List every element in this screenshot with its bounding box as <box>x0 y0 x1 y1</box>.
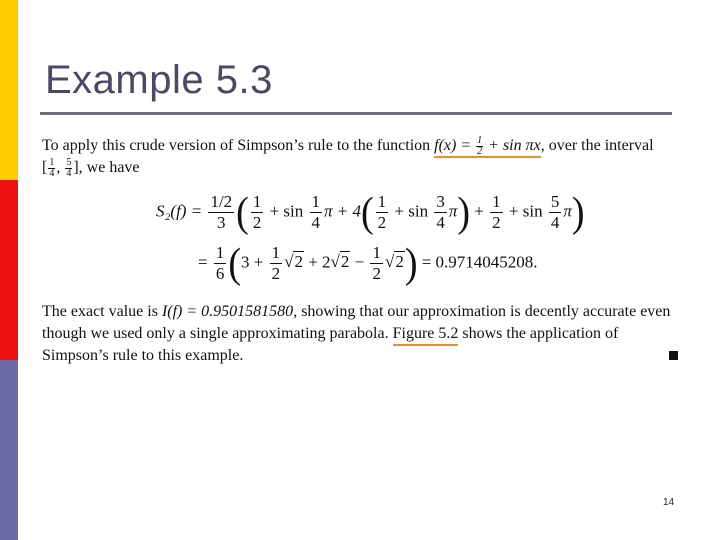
eq1-plus: + <box>470 201 489 221</box>
fraction-denominator: 3 <box>217 213 226 232</box>
fraction-denominator: 2 <box>377 213 387 232</box>
end-of-example-square <box>669 351 678 360</box>
figure-reference-link[interactable]: Figure 5.2 <box>393 325 459 346</box>
fraction-numerator: 1 <box>377 192 387 211</box>
fraction-denominator: 2 <box>271 264 281 283</box>
eq1-open-paren: ( <box>236 189 249 236</box>
fraction-numerator: 1 <box>49 156 55 168</box>
conclusion-text-1: The exact value is <box>42 303 162 320</box>
radicand: 2 <box>395 252 404 272</box>
conclusion-text-3: shows the application of Simpson’s rule to this example. <box>42 325 619 364</box>
eq1-term1-frac <box>251 192 264 233</box>
eq1-term3-arg <box>549 192 562 233</box>
fraction-numerator: 1 <box>372 243 381 262</box>
fraction-numerator: 5 <box>66 156 72 168</box>
fraction-denominator: 4 <box>66 167 72 179</box>
eq1-inner-close-paren: ) <box>457 189 471 236</box>
fraction-numerator: 1 <box>311 192 321 211</box>
interval-start <box>48 158 55 179</box>
conclusion-text-2: , showing that our approximation is decently accurate even though we used only a single approximating parabola. <box>42 303 671 342</box>
fraction-denominator: 2 <box>252 213 262 232</box>
sidebar-segment-purple <box>0 360 18 540</box>
eq1-inner-open-paren: ( <box>361 189 374 236</box>
fraction-denominator: 4 <box>49 167 55 179</box>
eq2-equals: = <box>198 252 212 272</box>
sidebar-segment-yellow <box>0 0 18 180</box>
fraction-denominator: 6 <box>215 264 225 283</box>
eq2-sqrt3: √2 <box>384 252 404 272</box>
fraction-numerator: 1 <box>252 192 262 211</box>
eq1-term3-sin: + sin <box>504 201 547 221</box>
intro-paragraph <box>42 135 682 179</box>
equation-line-2 <box>198 240 538 287</box>
function-definition <box>434 134 541 158</box>
slide-title: Example 5.3 <box>45 58 273 102</box>
fraction-numerator: 1 <box>215 243 225 262</box>
radicand: 2 <box>294 252 303 272</box>
eq2-term-b: + 2 <box>303 252 331 272</box>
conclusion-paragraph <box>42 301 682 367</box>
eq1-term1-sin: + sin <box>265 201 308 221</box>
function-lhs: f(x) = <box>434 137 476 154</box>
eq1-close-paren: ) <box>571 189 585 236</box>
eq2-open-paren: ( <box>228 240 241 287</box>
eq2-frac2 <box>370 243 383 284</box>
fraction-denominator: 2 <box>492 213 501 232</box>
eq2-coefficient <box>214 243 227 284</box>
function-rhs: + sin πx <box>484 137 541 154</box>
eq1-lhs: S₂(f) = <box>156 201 207 221</box>
fraction-numerator: 1/2 <box>210 192 233 211</box>
page-number: 14 <box>663 497 675 508</box>
fraction-numerator: 1 <box>271 243 281 262</box>
eq2-sqrt1: √2 <box>284 252 303 272</box>
eq1-term1-arg <box>310 192 323 233</box>
eq1-term2-arg <box>434 192 447 233</box>
eq2-close-paren: ) <box>404 240 418 287</box>
eq1-term2-sin: + sin <box>390 201 433 221</box>
eq1-term3-frac <box>490 192 503 233</box>
fraction-denominator: 4 <box>311 213 321 232</box>
eq2-sqrt2: √2 <box>330 252 350 272</box>
radicand: 2 <box>340 252 350 272</box>
sidebar-segment-red <box>0 180 18 360</box>
fraction-numerator: 1 <box>492 192 501 211</box>
fraction-denominator: 2 <box>372 264 381 283</box>
intro-tail: , we have <box>78 159 140 176</box>
title-divider <box>40 112 672 115</box>
eq1-term2-tail: π <box>448 201 458 221</box>
fraction-denominator: 4 <box>436 213 445 232</box>
eq2-result: = 0.9714045208. <box>417 252 538 272</box>
interval-close: ] <box>73 159 79 176</box>
eq2-frac1 <box>270 243 283 284</box>
interval-open: [ <box>42 159 48 176</box>
exact-value: I(f) = 0.9501581580 <box>161 303 294 320</box>
fraction-numerator: 1 <box>477 134 483 146</box>
fraction-denominator: 2 <box>477 145 483 157</box>
fraction-denominator: 4 <box>550 213 560 232</box>
fraction-numerator: 3 <box>436 192 445 211</box>
intro-text: To apply this crude version of Simpson’s rule to the function <box>42 137 435 154</box>
eq2-term-a: 3 + <box>241 252 268 272</box>
equation-line-1 <box>156 189 585 236</box>
function-fraction <box>476 136 483 157</box>
interval-separator: , <box>56 159 65 176</box>
interval-end <box>65 158 72 179</box>
interval-lead: , over the interval <box>540 137 654 154</box>
eq1-term1-tail: π + 4 <box>324 201 362 221</box>
eq1-term2-frac <box>376 192 389 233</box>
eq2-term-c: − <box>350 252 369 272</box>
fraction-numerator: 5 <box>550 192 560 211</box>
eq1-term3-tail: π <box>563 201 572 221</box>
eq1-coefficient <box>208 192 234 233</box>
sidebar-color-bar <box>0 0 18 540</box>
